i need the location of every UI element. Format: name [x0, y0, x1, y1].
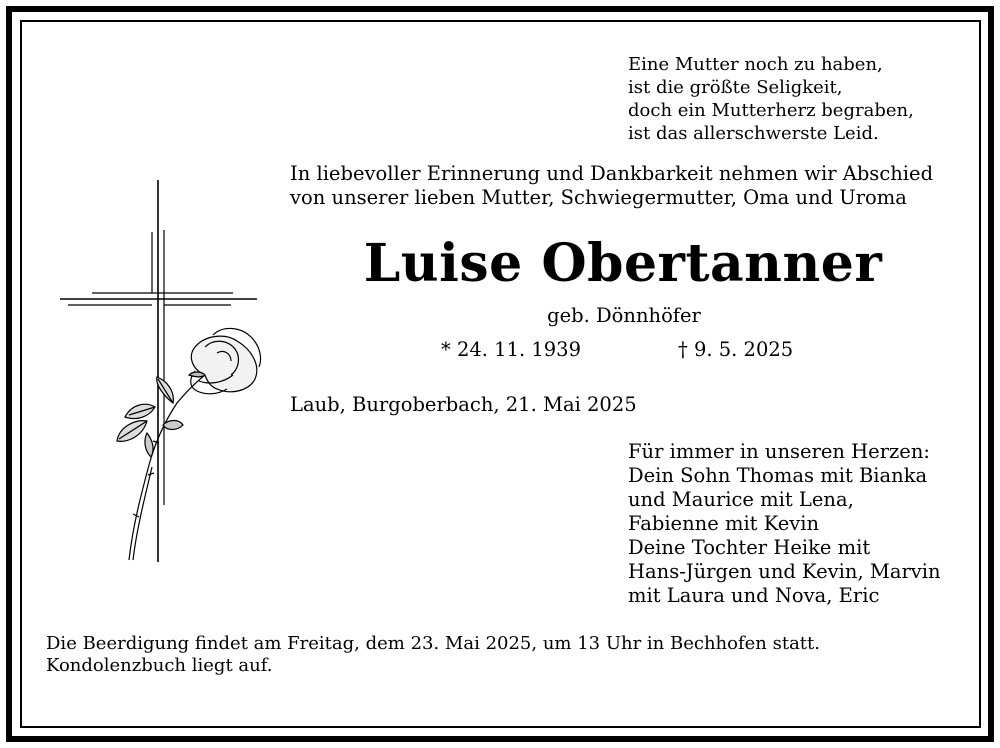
funeral-notice	[46, 633, 820, 677]
born-name: geb. Dönnhöfer	[547, 304, 701, 327]
intro-line: In liebevoller Erinnerung und Dankbarkeit nehmen wir Abschied	[290, 162, 934, 185]
survivors-line: Deine Tochter Heike mit	[628, 536, 871, 559]
deceased-name: Luise Obertanner	[363, 233, 883, 294]
intro-text	[290, 162, 933, 210]
survivors-line: und Maurice mit Lena,	[628, 488, 854, 511]
quote-line: doch ein Mutterherz begraben,	[628, 100, 914, 121]
survivors-line: Für immer in unseren Herzen:	[628, 440, 930, 463]
rose-icon	[117, 328, 261, 560]
death-date: † 9. 5. 2025	[678, 338, 794, 361]
quote-line: ist das allerschwerste Leid.	[628, 123, 879, 144]
survivors-line: mit Laura und Nova, Eric	[628, 584, 880, 607]
intro-line: von unserer lieben Mutter, Schwiegermutter, Oma und Uroma	[290, 186, 907, 209]
quote	[628, 53, 914, 145]
survivors-line: Fabienne mit Kevin	[628, 512, 820, 535]
funeral-line: Kondolenzbuch liegt auf.	[46, 655, 273, 676]
birth-date: * 24. 11. 1939	[441, 338, 581, 361]
survivors-line: Hans-Jürgen und Kevin, Marvin	[628, 560, 941, 583]
place-date: Laub, Burgoberbach, 21. Mai 2025	[290, 393, 637, 416]
funeral-line: Die Beerdigung findet am Freitag, dem 23. Mai 2025, um 13 Uhr in Bechhofen statt.	[46, 633, 820, 654]
quote-line: Eine Mutter noch zu haben,	[628, 54, 883, 75]
quote-line: ist die größte Seligkeit,	[628, 77, 843, 98]
survivors	[628, 440, 941, 608]
survivors-line: Dein Sohn Thomas mit Bianka	[628, 464, 928, 487]
